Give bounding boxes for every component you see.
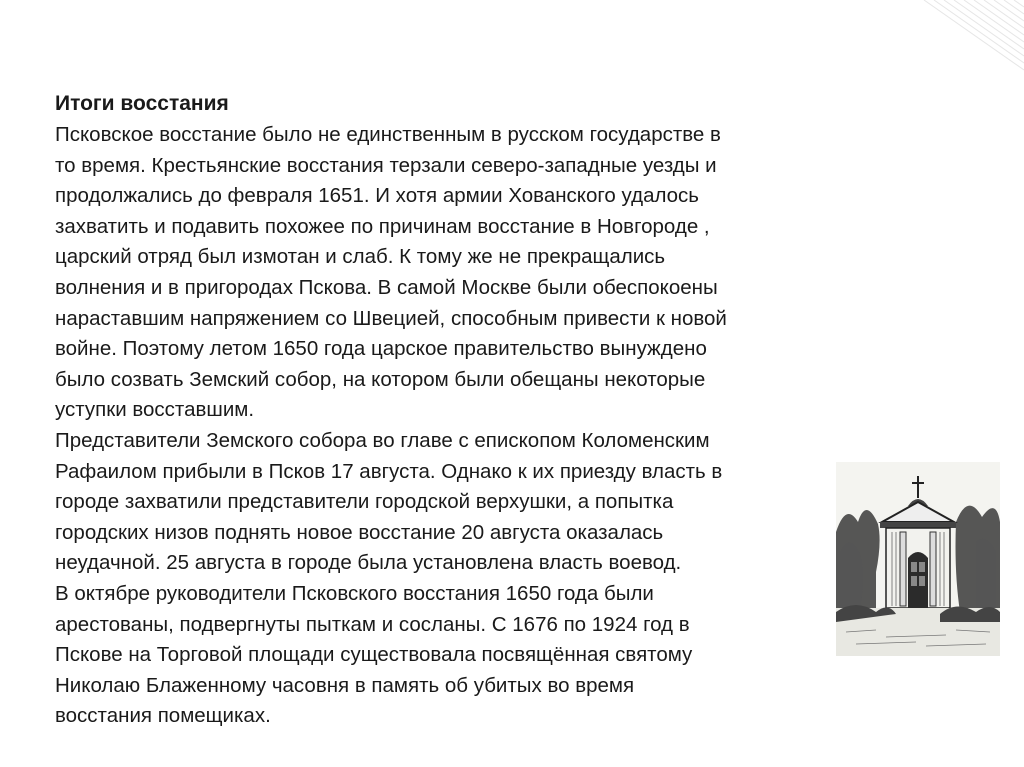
chapel-icon bbox=[836, 462, 1000, 656]
slide-text bbox=[55, 88, 845, 732]
paragraph-3: В октябре руководители Псковского восстания 1650 года были арестованы, подвергнуты пыткам и сосланы. С 1676 по 1924 год в Пскове на Торговой площади существовала посвящённая святому Николаю Блаженному часовня в память об убитых во время восстания помещиках. bbox=[55, 581, 693, 728]
paragraph-2: Представители Земского собора во главе с епископом Коломенским Рафаилом прибыли в Псков 17 августа. Однако к их приезду власть в городе захватили представители городской верхушки, а попытка городских низов поднять новое восстание 20 августа оказалась неудачной. 25 августа в городе была установлена власть воевод. bbox=[55, 428, 723, 575]
corner-stripes-icon bbox=[904, 0, 1024, 90]
chapel-illustration bbox=[836, 462, 1000, 656]
paragraph-1: Псковское восстание было не единственным в русском государстве в то время. Крестьянские восстания терзали северо-западные уезды и продолжались до февраля 1651. И хотя армии Хованского удалось захватить и подавить похожее по причинам восстание в Новгороде , царский отряд был измотан и слаб. К тому же не прекращались волнения и в пригородах Пскова. В самой Москве были обеспокоены нараставшим напряжением со Швецией, способным привести к новой войне. Поэтому летом 1650 года царское правительство вынуждено было созвать Земский собор, на котором были обещаны некоторые уступки восставшим. bbox=[55, 123, 727, 422]
slide-title: Итоги восстания bbox=[55, 92, 229, 115]
